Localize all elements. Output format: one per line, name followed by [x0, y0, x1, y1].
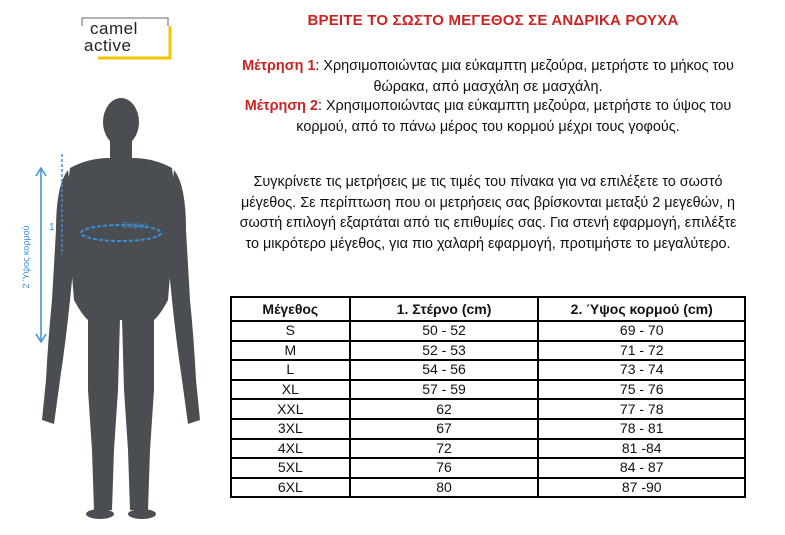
table-row — [231, 458, 745, 478]
chest-cell: 50 - 52 — [350, 321, 539, 341]
chest-label: Στέρνο — [123, 221, 148, 230]
size-table-body — [231, 321, 745, 497]
measurement-1-label: Μέτρηση 1 — [242, 58, 316, 74]
marker-1-label: 1 — [49, 222, 55, 233]
torso-height-cell: 75 - 76 — [538, 380, 745, 400]
table-row — [231, 360, 745, 380]
table-row — [231, 380, 745, 400]
chest-cell: 67 — [350, 419, 539, 439]
chest-cell: 52 - 53 — [350, 341, 539, 361]
chest-cell: 54 - 56 — [350, 360, 539, 380]
size-cell: L — [231, 360, 350, 380]
size-cell: M — [231, 341, 350, 361]
size-cell: XXL — [231, 399, 350, 419]
torso-height-cell: 78 - 81 — [538, 419, 745, 439]
measurement-1-instruction — [232, 56, 744, 97]
logo-text-camel: camel — [90, 19, 138, 38]
measurement-2-instruction — [232, 96, 744, 137]
measurement-1-text: : Χρησιμοποιώντας μια εύκαμπτη μεζούρα, μετρήστε το μήκος του θώρακα, από μασχάλη σε μασχάλη. — [315, 58, 734, 95]
header-chest: 1. Στέρνο (cm) — [350, 297, 539, 321]
torso-height-label: 2 Ύψος κορμού — [21, 225, 31, 289]
logo-text-active: active — [84, 36, 132, 55]
chest-cell: 76 — [350, 458, 539, 478]
size-cell: 3XL — [231, 419, 350, 439]
table-header-row — [231, 297, 745, 321]
size-advice-text: Συγκρίνετε τις μετρήσεις με τις τιμές του πίνακα για να επιλέξετε το σωστό μέγεθος. Σε περίπτωση που οι μετρήσεις σας βρίσκονται μεταξύ 2 μεγεθών, η σωστή επιλογή εξαρτάται από τις επιθυμίες σας. Για στενή εφαρμογή, επιλέξτε το μικρότερο μέγεθος, για πιο χαλαρή εφαρμογή, προτιμήστε το μεγαλύτερο. — [239, 174, 737, 252]
table-row — [231, 478, 745, 498]
torso-height-cell: 69 - 70 — [538, 321, 745, 341]
header-size: Μέγεθος — [231, 297, 350, 321]
table-row — [231, 439, 745, 459]
torso-height-cell: 84 - 87 — [538, 458, 745, 478]
torso-height-cell: 87 -90 — [538, 478, 745, 498]
size-table — [230, 296, 746, 498]
table-row — [231, 341, 745, 361]
size-cell: 5XL — [231, 458, 350, 478]
table-row — [231, 321, 745, 341]
chest-cell: 62 — [350, 399, 539, 419]
table-row — [231, 419, 745, 439]
table-row — [231, 399, 745, 419]
chest-cell: 57 - 59 — [350, 380, 539, 400]
header-torso-height: 2. Ύψος κορμού (cm) — [538, 297, 745, 321]
torso-height-cell: 81 -84 — [538, 439, 745, 459]
size-cell: 6XL — [231, 478, 350, 498]
torso-height-cell: 71 - 72 — [538, 341, 745, 361]
body-silhouette — [0, 90, 230, 530]
size-cell: S — [231, 321, 350, 341]
measurement-2-label: Μέτρηση 2 — [244, 98, 318, 114]
size-cell: XL — [231, 380, 350, 400]
torso-height-cell: 77 - 78 — [538, 399, 745, 419]
torso-height-cell: 73 - 74 — [538, 360, 745, 380]
body-figure — [0, 90, 230, 530]
size-cell: 4XL — [231, 439, 350, 459]
page-title: ΒΡΕΙΤΕ ΤΟ ΣΩΣΤΟ ΜΕΓΕΘΟΣ ΣΕ ΑΝΔΡΙΚΑ ΡΟΥΧΑ — [307, 12, 679, 29]
measurement-2-text: : Χρησιμοποιώντας μια εύκαμπτη μεζούρα, μετρήστε το ύψος του κορμού, από το πάνω μέρος του κορμού μέχρι τους γοφούς. — [296, 98, 732, 135]
camel-active-logo — [78, 12, 174, 62]
chest-cell: 80 — [350, 478, 539, 498]
chest-cell: 72 — [350, 439, 539, 459]
